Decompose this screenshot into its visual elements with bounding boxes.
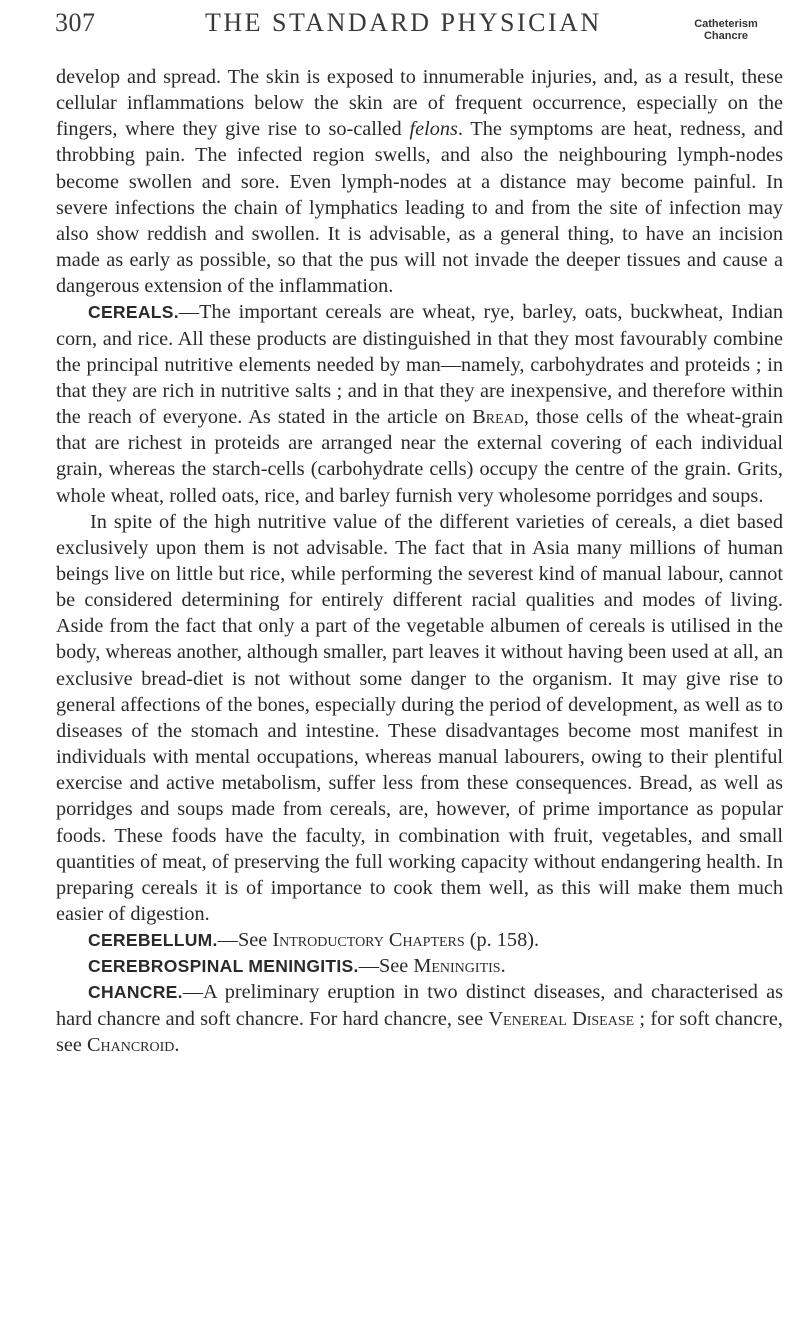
cross-reference-chancroid[interactable]: Chancroid [86,1033,175,1056]
cross-reference-introductory-chapters[interactable]: Introductory Chapters [272,929,465,952]
paragraph-text: . The symptoms are heat, redness, and throbbing pain. The infected region swells, and also the neighbouring lymph-nodes become swollen and sore. Even lymph-nodes at a distance may become painful. In severe infections the chain of lymphatics leading to and from the site of infection may also show reddish and swollen. It is advisable, as a general thing, to have an incision made as early as possible, so that the pus will not invade the deeper tissues and cause a dangerous extension of the inflammation. [56,118,783,298]
running-head: THE STANDARD PHYSICIAN [205,8,602,37]
body-text [56,64,783,1058]
entry-text: . [174,1033,180,1056]
entry-text: —See [358,955,414,978]
entry-text: —A preliminary eruption in two distinct diseases, and characterised as hard chancre and soft chancre. For hard chancre, see [56,981,783,1030]
entry-text: —The important cereals are wheat, rye, barley, oats, buckwheat, Indian corn, and rice. All these products are distinguished in that they most favourably combine the principal nutritive elements needed by man—namely, carbohydrates and proteids ; in that they are rich in nutritive salts ; and in that they are inexpensive, and therefore within the reach of everyone. As stated in the article on [56,301,783,429]
catchwords [671,18,781,42]
entry-cerebellum [56,927,783,953]
paragraph-cereals-diet: In spite of the high nutritive value of the different varieties of cereals, a diet based exclusively upon them is not advisable. The fact that in Asia many millions of human beings live on little but rice, while performing the severest kind of manual labour, cannot be considered determining for entirely different racial qualities and modes of living. Aside from the fact that only a part of the vegetable albumen of cereals is utilised in the body, whereas another, although smaller, part leaves it without having been used at all, an exclusive bread-diet is not without some danger to the organism. It may give rise to general affections of the bones, especially during the period of development, as well as to diseases of the stomach and intestine. These disadvantages become most manifest in individuals with mental occupations, whereas manual labourers, owing to their plentiful exercise and active metabolism, suffer less from these consequences. Bread, as well as porridges and soups made from cereals, are, however, of prime importance as popular foods. These foods have the faculty, in combination with fruit, vegetables, and small quantities of meat, of preserving the full working capacity without endangering health. In preparing cereals it is of importance to cook them well, as this will make them much easier of digestion. [56,510,783,925]
headword-cerebellum: CEREBELLUM. [88,930,218,951]
paragraph-text: develop and spread. The skin is exposed to innumerable injuries, and, as a result, these cellular inflammations below the skin are of frequent occurrence, especially on the fingers, where they give rise to so-called [56,66,783,141]
entry-chancre [56,979,783,1057]
entry-text: ; for soft chancre, see [56,1007,784,1056]
catchword-top: Catheterism [694,18,758,30]
entry-text: —See [217,929,273,952]
catchword-bottom: Chancre [703,30,749,42]
cross-reference-meningitis[interactable]: Meningitis [413,955,501,978]
page-number: 307 [55,8,96,37]
headword-chancre: CHANCRE. [88,982,183,1003]
headword-cereals: CEREALS. [88,302,179,323]
cross-reference-venereal-disease[interactable]: Venereal Disease [488,1007,635,1030]
cross-reference-bread[interactable]: Bread [472,406,524,429]
entry-text: . [500,955,506,978]
paragraph-felons [56,64,783,299]
headword-cerebrospinal-meningitis: CEREBROSPINAL MENINGITIS. [88,956,359,977]
entry-cereals [56,299,783,508]
entry-text: (p. 158). [464,929,540,952]
term-felons: felons [409,118,458,141]
entry-cerebrospinal-meningitis [56,953,783,979]
entry-text: , those cells of the wheat-grain that are richest in proteids are arranged near the external covering of each individual grain, whereas the starch-cells (carbohydrate cells) occupy the centre of the grain. Grits, whole wheat, rolled oats, rice, and barley furnish very wholesome porridges and soups. [56,406,784,507]
